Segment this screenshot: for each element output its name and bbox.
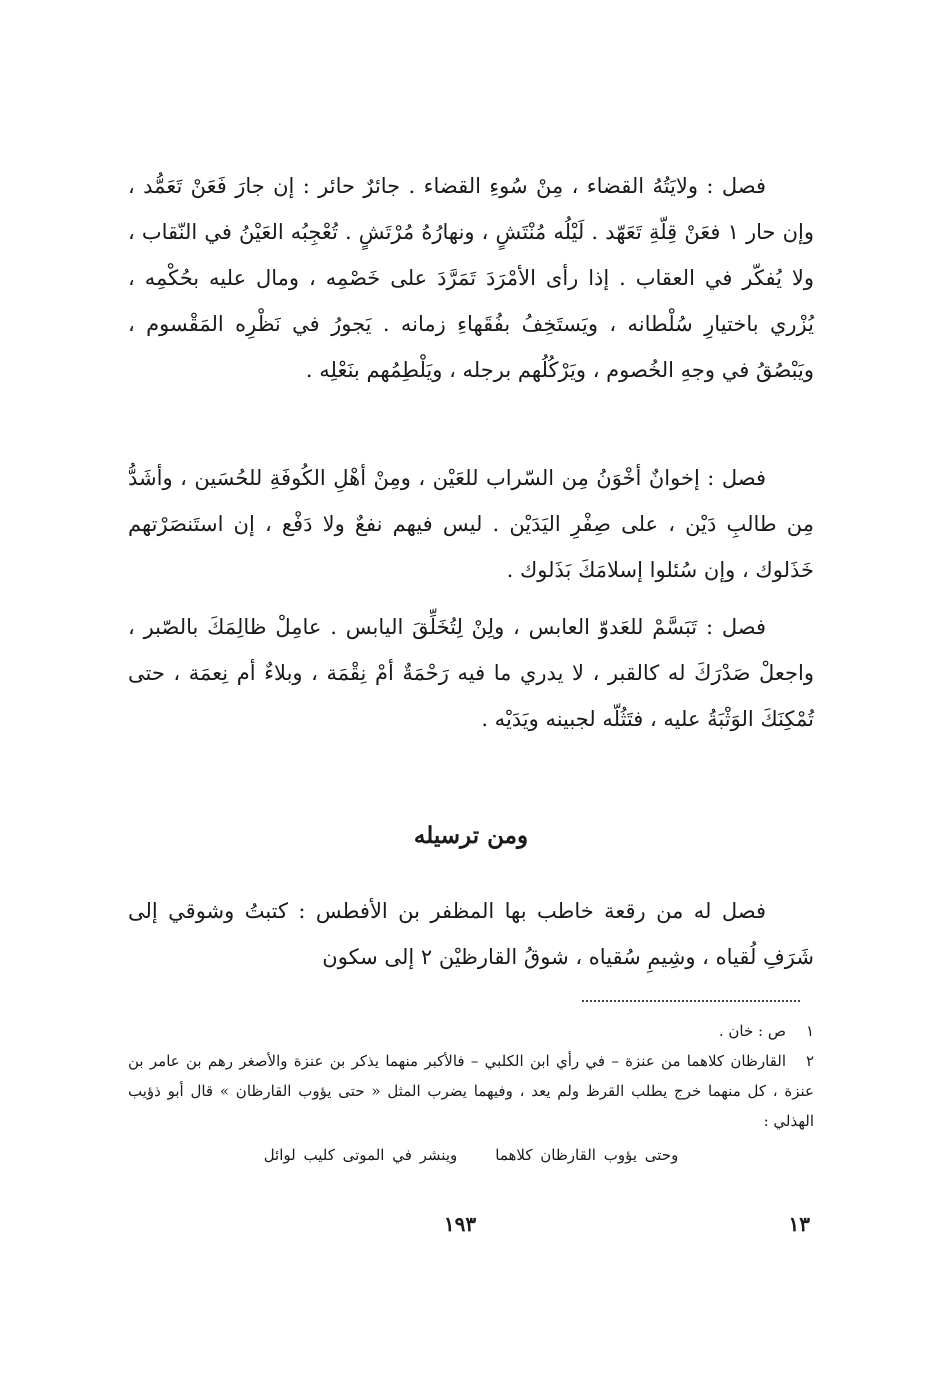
footnotes xyxy=(128,1016,814,1170)
paragraph-4 xyxy=(128,888,814,980)
verse-second-hemistich: وينشر في الموتى كليب لوائل xyxy=(263,1146,458,1164)
footnote-1-text: ص : خان . xyxy=(718,1022,786,1040)
paragraph-2-text: فصل : إخوانٌ أخْوَنُ مِن السّراب للعَيْن ، ومِنْ أهْلِ الكُوفَةِ للحُسَين ، وأشَدُّ مِن طالبِ دَيْن ، على صِفْرِ اليَدَيْن . ليس فيهم نفعٌ ولا دَفْع ، إن استَنصَرْتهم خَذَلوك ، وإن سُئلوا إسلامَكَ بَذَلوك . xyxy=(128,466,814,582)
signature-number: ١٣ xyxy=(788,1212,810,1236)
paragraph-1-text: فصل : ولايَتُهُ القضاء ، مِنْ سُوءِ القضاء . جائرٌ حائر : إن جارَ فَعَنْ تَعَمُّد ، وإن حار ١ فعَنْ قِلّةِ تَعَهّد . لَيْلُه مُنْتَشٍ ، ونهارُهُ مُرْتَشٍ . تُعْجِبُه العَيْنُ في النّقاب ، ولا يُفكّر في العقاب . إذا رأى الأمْرَدَ تَمَرَّدَ على خَصْمِه ، ومال عليه بحُكْمِه ، يُزْري باختيارِ سُلْطانه ، ويَستَخِفُ بفُقَهاءِ زمانه . يَجورُ في نَظْرِه المَقْسوم ، ويَبْصُقُ في وجهِ الخُصوم ، ويَرْكُلُهم برجله ، ويَلْطِمُهم بنَعْلِه . xyxy=(128,174,814,382)
footnote-divider xyxy=(582,1000,800,1002)
poetry-verse xyxy=(128,1140,814,1170)
paragraph-4-text: فصل له من رقعة خاطب بها المظفر بن الأفطس : كتبتُ وشوقي إلى شَرَفِ لُقياه ، وشِيمِ سُقياه ، شوقُ القارظيْن ٢ إلى سكون xyxy=(128,899,814,969)
paragraph-1 xyxy=(128,163,814,393)
footnote-2-text: القارظان كلاهما من عنزة – في رأي ابن الكلبي – فالأكبر منهما يذكر بن عنزة والأصغر رهم بن عامر بن عنزة ، كل منهما خرج يطلب القرظ ولم يعد ، وفيهما يضرب المثل « حتى يؤوب القارظان » قال أبو ذؤيب الهذلي : xyxy=(128,1052,814,1130)
footnote-1 xyxy=(128,1016,814,1046)
verse-first-hemistich: وحتى يؤوب القارظان كلاهما xyxy=(495,1146,679,1164)
footnote-2 xyxy=(128,1046,814,1136)
footnote-2-number: ٢ xyxy=(805,1052,814,1070)
footnote-1-number: ١ xyxy=(805,1022,814,1040)
paragraph-3 xyxy=(128,604,814,742)
paragraph-3-text: فصل : تَبَسَّمْ للعَدوّ العابس ، ولِنْ لِتُخَلِّقَ اليابس . عامِلْ ظالِمَكَ بالصّبر ، واجعلْ صَدْرَكَ له كالقبر ، لا يدري ما فيه رَحْمَةٌ أمْ نِقْمَة ، وبلاءٌ أم نِعمَة ، حتى تُمْكِنَكَ الوَثْبَةُ عليه ، فتَثُلّه لجبينه ويَدَيْه . xyxy=(128,615,814,731)
paragraph-2 xyxy=(128,455,814,593)
page-number: ١٩٣ xyxy=(443,1212,477,1236)
section-heading: ومن ترسيله xyxy=(413,822,529,849)
